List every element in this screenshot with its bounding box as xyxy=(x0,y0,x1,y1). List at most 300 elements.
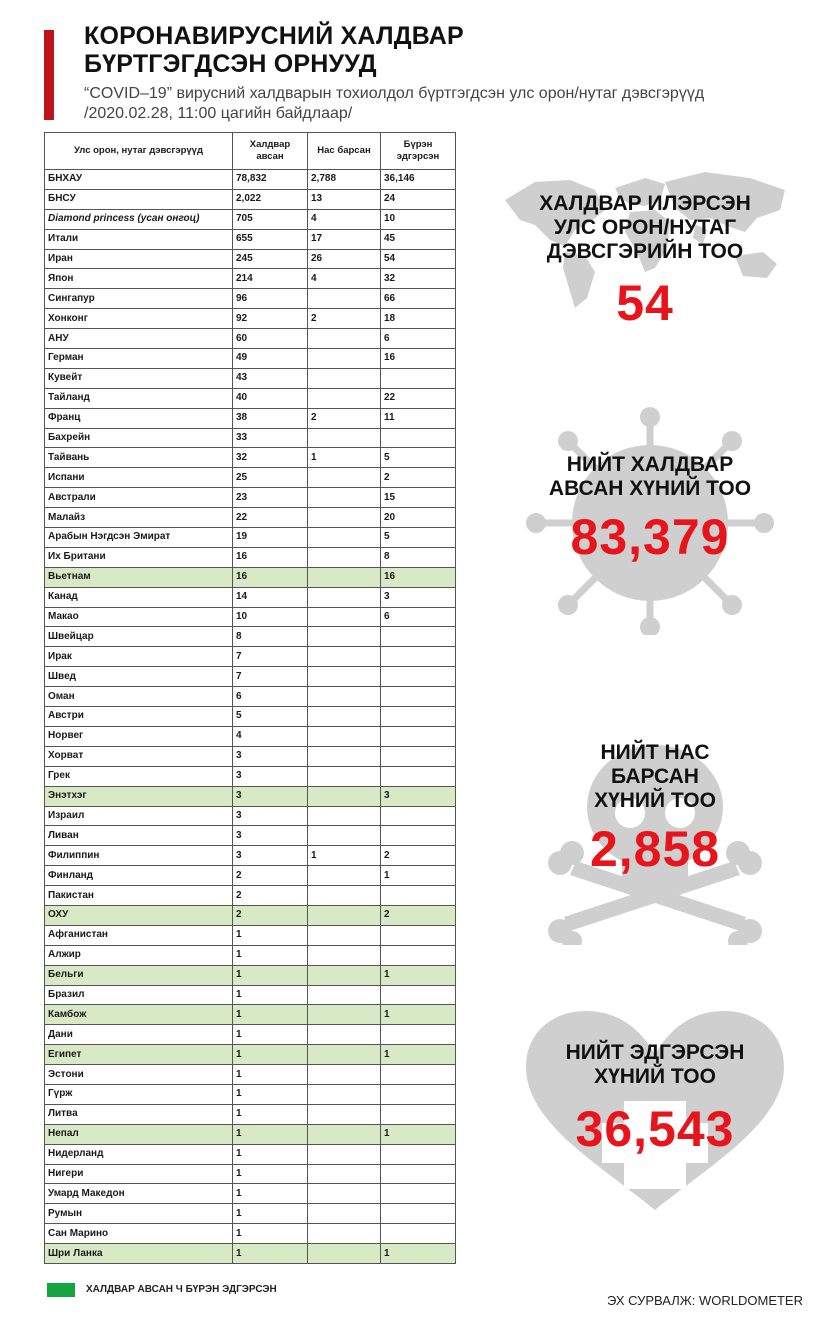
table-row xyxy=(45,508,456,528)
cell-infected: 1 xyxy=(233,945,308,965)
cell-deaths: 4 xyxy=(308,209,381,229)
cell-deaths xyxy=(308,1025,381,1045)
cell-deaths: 4 xyxy=(308,269,381,289)
cell-deaths: 17 xyxy=(308,229,381,249)
cell-recovered: 8 xyxy=(381,547,456,567)
cell-country: Сан Марино xyxy=(45,1224,233,1244)
table-row xyxy=(45,647,456,667)
cell-recovered: 5 xyxy=(381,448,456,468)
cell-country: Литва xyxy=(45,1104,233,1124)
cell-country: Испани xyxy=(45,468,233,488)
cell-recovered: 2 xyxy=(381,468,456,488)
cell-country: Швейцар xyxy=(45,627,233,647)
cell-country: АНУ xyxy=(45,329,233,349)
cell-country: Япон xyxy=(45,269,233,289)
cell-country: Норвег xyxy=(45,726,233,746)
cell-recovered: 36,146 xyxy=(381,170,456,190)
cell-recovered xyxy=(381,726,456,746)
cell-infected: 3 xyxy=(233,826,308,846)
cell-recovered xyxy=(381,707,456,727)
cell-country: Макао xyxy=(45,607,233,627)
cell-country: Иран xyxy=(45,249,233,269)
cell-recovered xyxy=(381,925,456,945)
cell-deaths xyxy=(308,587,381,607)
cell-country: Нидерланд xyxy=(45,1144,233,1164)
cell-recovered xyxy=(381,826,456,846)
header-country: Улс орон, нутаг дэвсгэрүүд xyxy=(45,133,233,170)
cell-country: Грек xyxy=(45,766,233,786)
cell-infected: 5 xyxy=(233,707,308,727)
cell-deaths xyxy=(308,866,381,886)
stat-recovered-line-2: ХҮНИЙ ТОО xyxy=(594,1065,716,1088)
cell-deaths xyxy=(308,528,381,548)
cell-deaths xyxy=(308,826,381,846)
stat-countries-line-2: УЛС ОРОН/НУТАГ xyxy=(553,216,737,239)
table-row xyxy=(45,1244,456,1264)
cell-deaths xyxy=(308,905,381,925)
table-row xyxy=(45,786,456,806)
table-row xyxy=(45,806,456,826)
table-row xyxy=(45,1104,456,1124)
table-row xyxy=(45,746,456,766)
cell-infected: 1 xyxy=(233,1244,308,1264)
page-title xyxy=(84,22,464,78)
cell-infected: 1 xyxy=(233,1104,308,1124)
cell-recovered xyxy=(381,766,456,786)
cell-infected: 3 xyxy=(233,846,308,866)
cell-recovered: 16 xyxy=(381,567,456,587)
cell-deaths xyxy=(308,886,381,906)
cell-deaths xyxy=(308,1184,381,1204)
cell-recovered: 6 xyxy=(381,329,456,349)
stat-recovered-value: 36,543 xyxy=(575,1101,735,1157)
stat-deaths-line-1: НИЙТ НАС xyxy=(600,741,710,764)
cell-deaths xyxy=(308,388,381,408)
countries-table xyxy=(44,132,456,1264)
table-row xyxy=(45,925,456,945)
cell-recovered xyxy=(381,1084,456,1104)
cell-country: Итали xyxy=(45,229,233,249)
table-row xyxy=(45,388,456,408)
cell-deaths xyxy=(308,1065,381,1085)
cell-infected: 10 xyxy=(233,607,308,627)
cell-country: Египет xyxy=(45,1045,233,1065)
cell-infected: 19 xyxy=(233,528,308,548)
cell-infected: 2 xyxy=(233,866,308,886)
cell-country: Гүрж xyxy=(45,1084,233,1104)
cell-infected: 16 xyxy=(233,547,308,567)
cell-deaths xyxy=(308,1144,381,1164)
cell-deaths xyxy=(308,647,381,667)
cell-infected: 245 xyxy=(233,249,308,269)
cell-country: Их Британи xyxy=(45,547,233,567)
stat-countries-line-1: ХАЛДВАР ИЛЭРСЭН xyxy=(539,192,751,215)
table-row xyxy=(45,1144,456,1164)
table-row xyxy=(45,249,456,269)
cell-country: Пакистан xyxy=(45,886,233,906)
cell-recovered: 1 xyxy=(381,1005,456,1025)
table-row xyxy=(45,1045,456,1065)
cell-country: Румын xyxy=(45,1204,233,1224)
cell-country: Бельги xyxy=(45,965,233,985)
cell-deaths xyxy=(308,1104,381,1124)
cell-recovered: 16 xyxy=(381,349,456,369)
page-subtitle: “COVID–19” вирусний халдварын тохиолдол бүртгэгдсэн улс орон/нутаг дэвсгэрүүд /2020.02.28, 11:00 цагийн байдлаар/ xyxy=(84,85,705,122)
cell-infected: 78,832 xyxy=(233,170,308,190)
cell-deaths xyxy=(308,985,381,1005)
table-row xyxy=(45,368,456,388)
cell-recovered xyxy=(381,627,456,647)
table-row xyxy=(45,1164,456,1184)
table-body xyxy=(45,170,456,1264)
table-row xyxy=(45,1065,456,1085)
cell-deaths xyxy=(308,746,381,766)
cell-recovered: 18 xyxy=(381,309,456,329)
cell-deaths xyxy=(308,687,381,707)
cell-infected: 1 xyxy=(233,1144,308,1164)
stat-countries xyxy=(495,160,795,350)
cell-recovered xyxy=(381,1104,456,1124)
cell-recovered: 54 xyxy=(381,249,456,269)
cell-country: ОХУ xyxy=(45,905,233,925)
table-row xyxy=(45,170,456,190)
table-row xyxy=(45,189,456,209)
cell-deaths xyxy=(308,428,381,448)
cell-deaths xyxy=(308,1124,381,1144)
cell-deaths xyxy=(308,925,381,945)
cell-deaths xyxy=(308,1164,381,1184)
cell-infected: 1 xyxy=(233,1204,308,1224)
stat-countries-line-3: ДЭВСГЭРИЙН ТОО xyxy=(546,240,744,263)
legend-swatch xyxy=(47,1283,75,1297)
cell-deaths xyxy=(308,766,381,786)
stat-infected-value: 83,379 xyxy=(570,509,730,565)
cell-deaths xyxy=(308,726,381,746)
cell-deaths xyxy=(308,1045,381,1065)
cell-infected: 7 xyxy=(233,667,308,687)
cell-deaths xyxy=(308,806,381,826)
cell-recovered: 1 xyxy=(381,1124,456,1144)
cell-deaths xyxy=(308,488,381,508)
cell-recovered: 10 xyxy=(381,209,456,229)
cell-recovered: 1 xyxy=(381,1244,456,1264)
table-row xyxy=(45,707,456,727)
cell-deaths xyxy=(308,1224,381,1244)
cell-infected: 2 xyxy=(233,886,308,906)
cell-country: Diamond princess (усан онгоц) xyxy=(45,209,233,229)
table-row xyxy=(45,766,456,786)
cell-recovered xyxy=(381,1224,456,1244)
table-row xyxy=(45,1204,456,1224)
cell-deaths xyxy=(308,1204,381,1224)
cell-recovered xyxy=(381,687,456,707)
cell-recovered: 20 xyxy=(381,508,456,528)
table-row xyxy=(45,826,456,846)
table-row xyxy=(45,448,456,468)
cell-country: Австри xyxy=(45,707,233,727)
cell-deaths xyxy=(308,667,381,687)
table-row xyxy=(45,289,456,309)
cell-infected: 1 xyxy=(233,925,308,945)
table-row xyxy=(45,945,456,965)
source-note: ЭХ СУРВАЛЖ: WORLDOMETER xyxy=(606,1293,803,1308)
cell-recovered xyxy=(381,806,456,826)
table-row xyxy=(45,329,456,349)
table-row xyxy=(45,1005,456,1025)
cell-infected: 1 xyxy=(233,1045,308,1065)
cell-country: Алжир xyxy=(45,945,233,965)
cell-infected: 655 xyxy=(233,229,308,249)
cell-recovered xyxy=(381,428,456,448)
header-deaths: Нас барсан xyxy=(308,133,381,170)
table-row xyxy=(45,209,456,229)
cell-recovered xyxy=(381,1184,456,1204)
cell-infected: 8 xyxy=(233,627,308,647)
cell-country: Ирак xyxy=(45,647,233,667)
cell-deaths: 2 xyxy=(308,309,381,329)
cell-infected: 2,022 xyxy=(233,189,308,209)
cell-deaths: 2 xyxy=(308,408,381,428)
cell-recovered: 3 xyxy=(381,786,456,806)
table-row xyxy=(45,1025,456,1045)
stat-deaths-value: 2,858 xyxy=(589,821,721,877)
cell-infected: 214 xyxy=(233,269,308,289)
stat-infected-line-1: НИЙТ ХАЛДВАР xyxy=(566,453,734,476)
cell-deaths xyxy=(308,368,381,388)
cell-country: Арабын Нэгдсэн Эмират xyxy=(45,528,233,548)
cell-recovered: 32 xyxy=(381,269,456,289)
stat-deaths xyxy=(530,735,780,945)
cell-recovered: 24 xyxy=(381,189,456,209)
legend-label: ХАЛДВАР АВСАН Ч БҮРЭН ЭДГЭРСЭН xyxy=(86,1284,277,1295)
cell-recovered xyxy=(381,746,456,766)
table-row xyxy=(45,1124,456,1144)
table-row xyxy=(45,488,456,508)
cell-recovered xyxy=(381,1065,456,1085)
table-row xyxy=(45,726,456,746)
cell-infected: 1 xyxy=(233,1224,308,1244)
cell-country: Эстони xyxy=(45,1065,233,1085)
cell-deaths xyxy=(308,1084,381,1104)
cell-infected: 1 xyxy=(233,1164,308,1184)
cell-infected: 1 xyxy=(233,985,308,1005)
cell-recovered: 6 xyxy=(381,607,456,627)
cell-recovered: 2 xyxy=(381,846,456,866)
cell-country: Финланд xyxy=(45,866,233,886)
cell-infected: 6 xyxy=(233,687,308,707)
cell-country: Канад xyxy=(45,587,233,607)
cell-country: Умард Македон xyxy=(45,1184,233,1204)
title-line-2: БҮРТГЭГДСЭН ОРНУУД xyxy=(84,50,377,78)
cell-recovered: 22 xyxy=(381,388,456,408)
table-row xyxy=(45,985,456,1005)
table-row xyxy=(45,627,456,647)
cell-infected: 96 xyxy=(233,289,308,309)
table-row xyxy=(45,905,456,925)
stat-countries-value: 54 xyxy=(616,275,674,331)
table-row xyxy=(45,667,456,687)
table-row xyxy=(45,547,456,567)
table-row xyxy=(45,587,456,607)
table-row xyxy=(45,607,456,627)
cell-country: Хорват xyxy=(45,746,233,766)
cell-deaths xyxy=(308,508,381,528)
cell-infected: 705 xyxy=(233,209,308,229)
cell-infected: 92 xyxy=(233,309,308,329)
cell-deaths xyxy=(308,567,381,587)
cell-deaths: 2,788 xyxy=(308,170,381,190)
cell-recovered: 15 xyxy=(381,488,456,508)
table-row xyxy=(45,468,456,488)
cell-country: Ливан xyxy=(45,826,233,846)
cell-infected: 7 xyxy=(233,647,308,667)
cell-recovered: 3 xyxy=(381,587,456,607)
cell-deaths xyxy=(308,627,381,647)
stat-infected-line-2: АВСАН ХҮНИЙ ТОО xyxy=(548,477,752,500)
cell-recovered xyxy=(381,368,456,388)
stat-recovered xyxy=(520,1005,790,1215)
title-line-1: КОРОНАВИРУСНИЙ ХАЛДВАР xyxy=(84,22,464,50)
cell-deaths xyxy=(308,468,381,488)
cell-infected: 14 xyxy=(233,587,308,607)
cell-infected: 23 xyxy=(233,488,308,508)
table-row xyxy=(45,846,456,866)
cell-infected: 40 xyxy=(233,388,308,408)
cell-country: Тайланд xyxy=(45,388,233,408)
cell-country: Бахрейн xyxy=(45,428,233,448)
table-row xyxy=(45,269,456,289)
cell-infected: 1 xyxy=(233,1005,308,1025)
cell-infected: 49 xyxy=(233,349,308,369)
table-row xyxy=(45,349,456,369)
header-recovered: Бүрэн эдгэрсэн xyxy=(381,133,456,170)
cell-country: Малайз xyxy=(45,508,233,528)
cell-deaths xyxy=(308,1005,381,1025)
table-row xyxy=(45,886,456,906)
table-row xyxy=(45,567,456,587)
stat-deaths-line-2: БАРСАН xyxy=(611,765,699,788)
cell-deaths xyxy=(308,707,381,727)
cell-deaths: 1 xyxy=(308,846,381,866)
cell-deaths xyxy=(308,1244,381,1264)
cell-country: Израил xyxy=(45,806,233,826)
cell-recovered: 1 xyxy=(381,866,456,886)
table-row xyxy=(45,528,456,548)
cell-country: Афганистан xyxy=(45,925,233,945)
cell-recovered: 1 xyxy=(381,1045,456,1065)
cell-country: Нигери xyxy=(45,1164,233,1184)
title-accent-bar xyxy=(44,30,54,120)
cell-infected: 33 xyxy=(233,428,308,448)
cell-deaths xyxy=(308,945,381,965)
cell-recovered xyxy=(381,886,456,906)
cell-infected: 1 xyxy=(233,1025,308,1045)
table-row xyxy=(45,1224,456,1244)
countries-table-wrap xyxy=(44,132,455,1264)
table-row xyxy=(45,309,456,329)
cell-infected: 60 xyxy=(233,329,308,349)
cell-recovered xyxy=(381,985,456,1005)
header-infected: Халдвар авсан xyxy=(233,133,308,170)
cell-country: Камбож xyxy=(45,1005,233,1025)
table-row xyxy=(45,408,456,428)
cell-recovered xyxy=(381,945,456,965)
table-row xyxy=(45,428,456,448)
cell-deaths xyxy=(308,289,381,309)
cell-country: БНХАУ xyxy=(45,170,233,190)
cell-recovered xyxy=(381,1164,456,1184)
cell-deaths xyxy=(308,349,381,369)
table-row xyxy=(45,687,456,707)
cell-deaths: 1 xyxy=(308,448,381,468)
cell-infected: 16 xyxy=(233,567,308,587)
stat-deaths-line-3: ХҮНИЙ ТОО xyxy=(594,789,716,812)
cell-recovered xyxy=(381,667,456,687)
cell-country: Австрали xyxy=(45,488,233,508)
cell-country: Филиппин xyxy=(45,846,233,866)
cell-infected: 2 xyxy=(233,905,308,925)
cell-infected: 3 xyxy=(233,746,308,766)
cell-infected: 32 xyxy=(233,448,308,468)
cell-deaths: 26 xyxy=(308,249,381,269)
cell-country: Герман xyxy=(45,349,233,369)
cell-infected: 3 xyxy=(233,786,308,806)
table-row xyxy=(45,1084,456,1104)
table-header-row xyxy=(45,133,456,170)
cell-country: Сингапур xyxy=(45,289,233,309)
cell-country: Оман xyxy=(45,687,233,707)
cell-country: БНСУ xyxy=(45,189,233,209)
cell-country: Швед xyxy=(45,667,233,687)
cell-infected: 1 xyxy=(233,1084,308,1104)
cell-deaths xyxy=(308,329,381,349)
cell-country: Шри Ланка xyxy=(45,1244,233,1264)
cell-deaths: 13 xyxy=(308,189,381,209)
cell-country: Вьетнам xyxy=(45,567,233,587)
cell-deaths xyxy=(308,786,381,806)
cell-deaths xyxy=(308,607,381,627)
cell-deaths xyxy=(308,547,381,567)
cell-infected: 38 xyxy=(233,408,308,428)
cell-country: Тайвань xyxy=(45,448,233,468)
cell-infected: 1 xyxy=(233,1065,308,1085)
cell-country: Франц xyxy=(45,408,233,428)
cell-recovered: 11 xyxy=(381,408,456,428)
cell-infected: 4 xyxy=(233,726,308,746)
cell-infected: 25 xyxy=(233,468,308,488)
cell-country: Энэтхэг xyxy=(45,786,233,806)
cell-recovered: 45 xyxy=(381,229,456,249)
cell-infected: 1 xyxy=(233,965,308,985)
cell-recovered xyxy=(381,647,456,667)
cell-country: Кувейт xyxy=(45,368,233,388)
cell-infected: 43 xyxy=(233,368,308,388)
cell-infected: 22 xyxy=(233,508,308,528)
cell-infected: 1 xyxy=(233,1184,308,1204)
cell-recovered: 5 xyxy=(381,528,456,548)
cell-recovered xyxy=(381,1144,456,1164)
cell-infected: 3 xyxy=(233,806,308,826)
cell-recovered: 2 xyxy=(381,905,456,925)
table-row xyxy=(45,1184,456,1204)
cell-country: Дани xyxy=(45,1025,233,1045)
cell-infected: 3 xyxy=(233,766,308,786)
cell-deaths xyxy=(308,965,381,985)
cell-country: Хонконг xyxy=(45,309,233,329)
cell-recovered: 1 xyxy=(381,965,456,985)
cell-infected: 1 xyxy=(233,1124,308,1144)
table-row xyxy=(45,866,456,886)
